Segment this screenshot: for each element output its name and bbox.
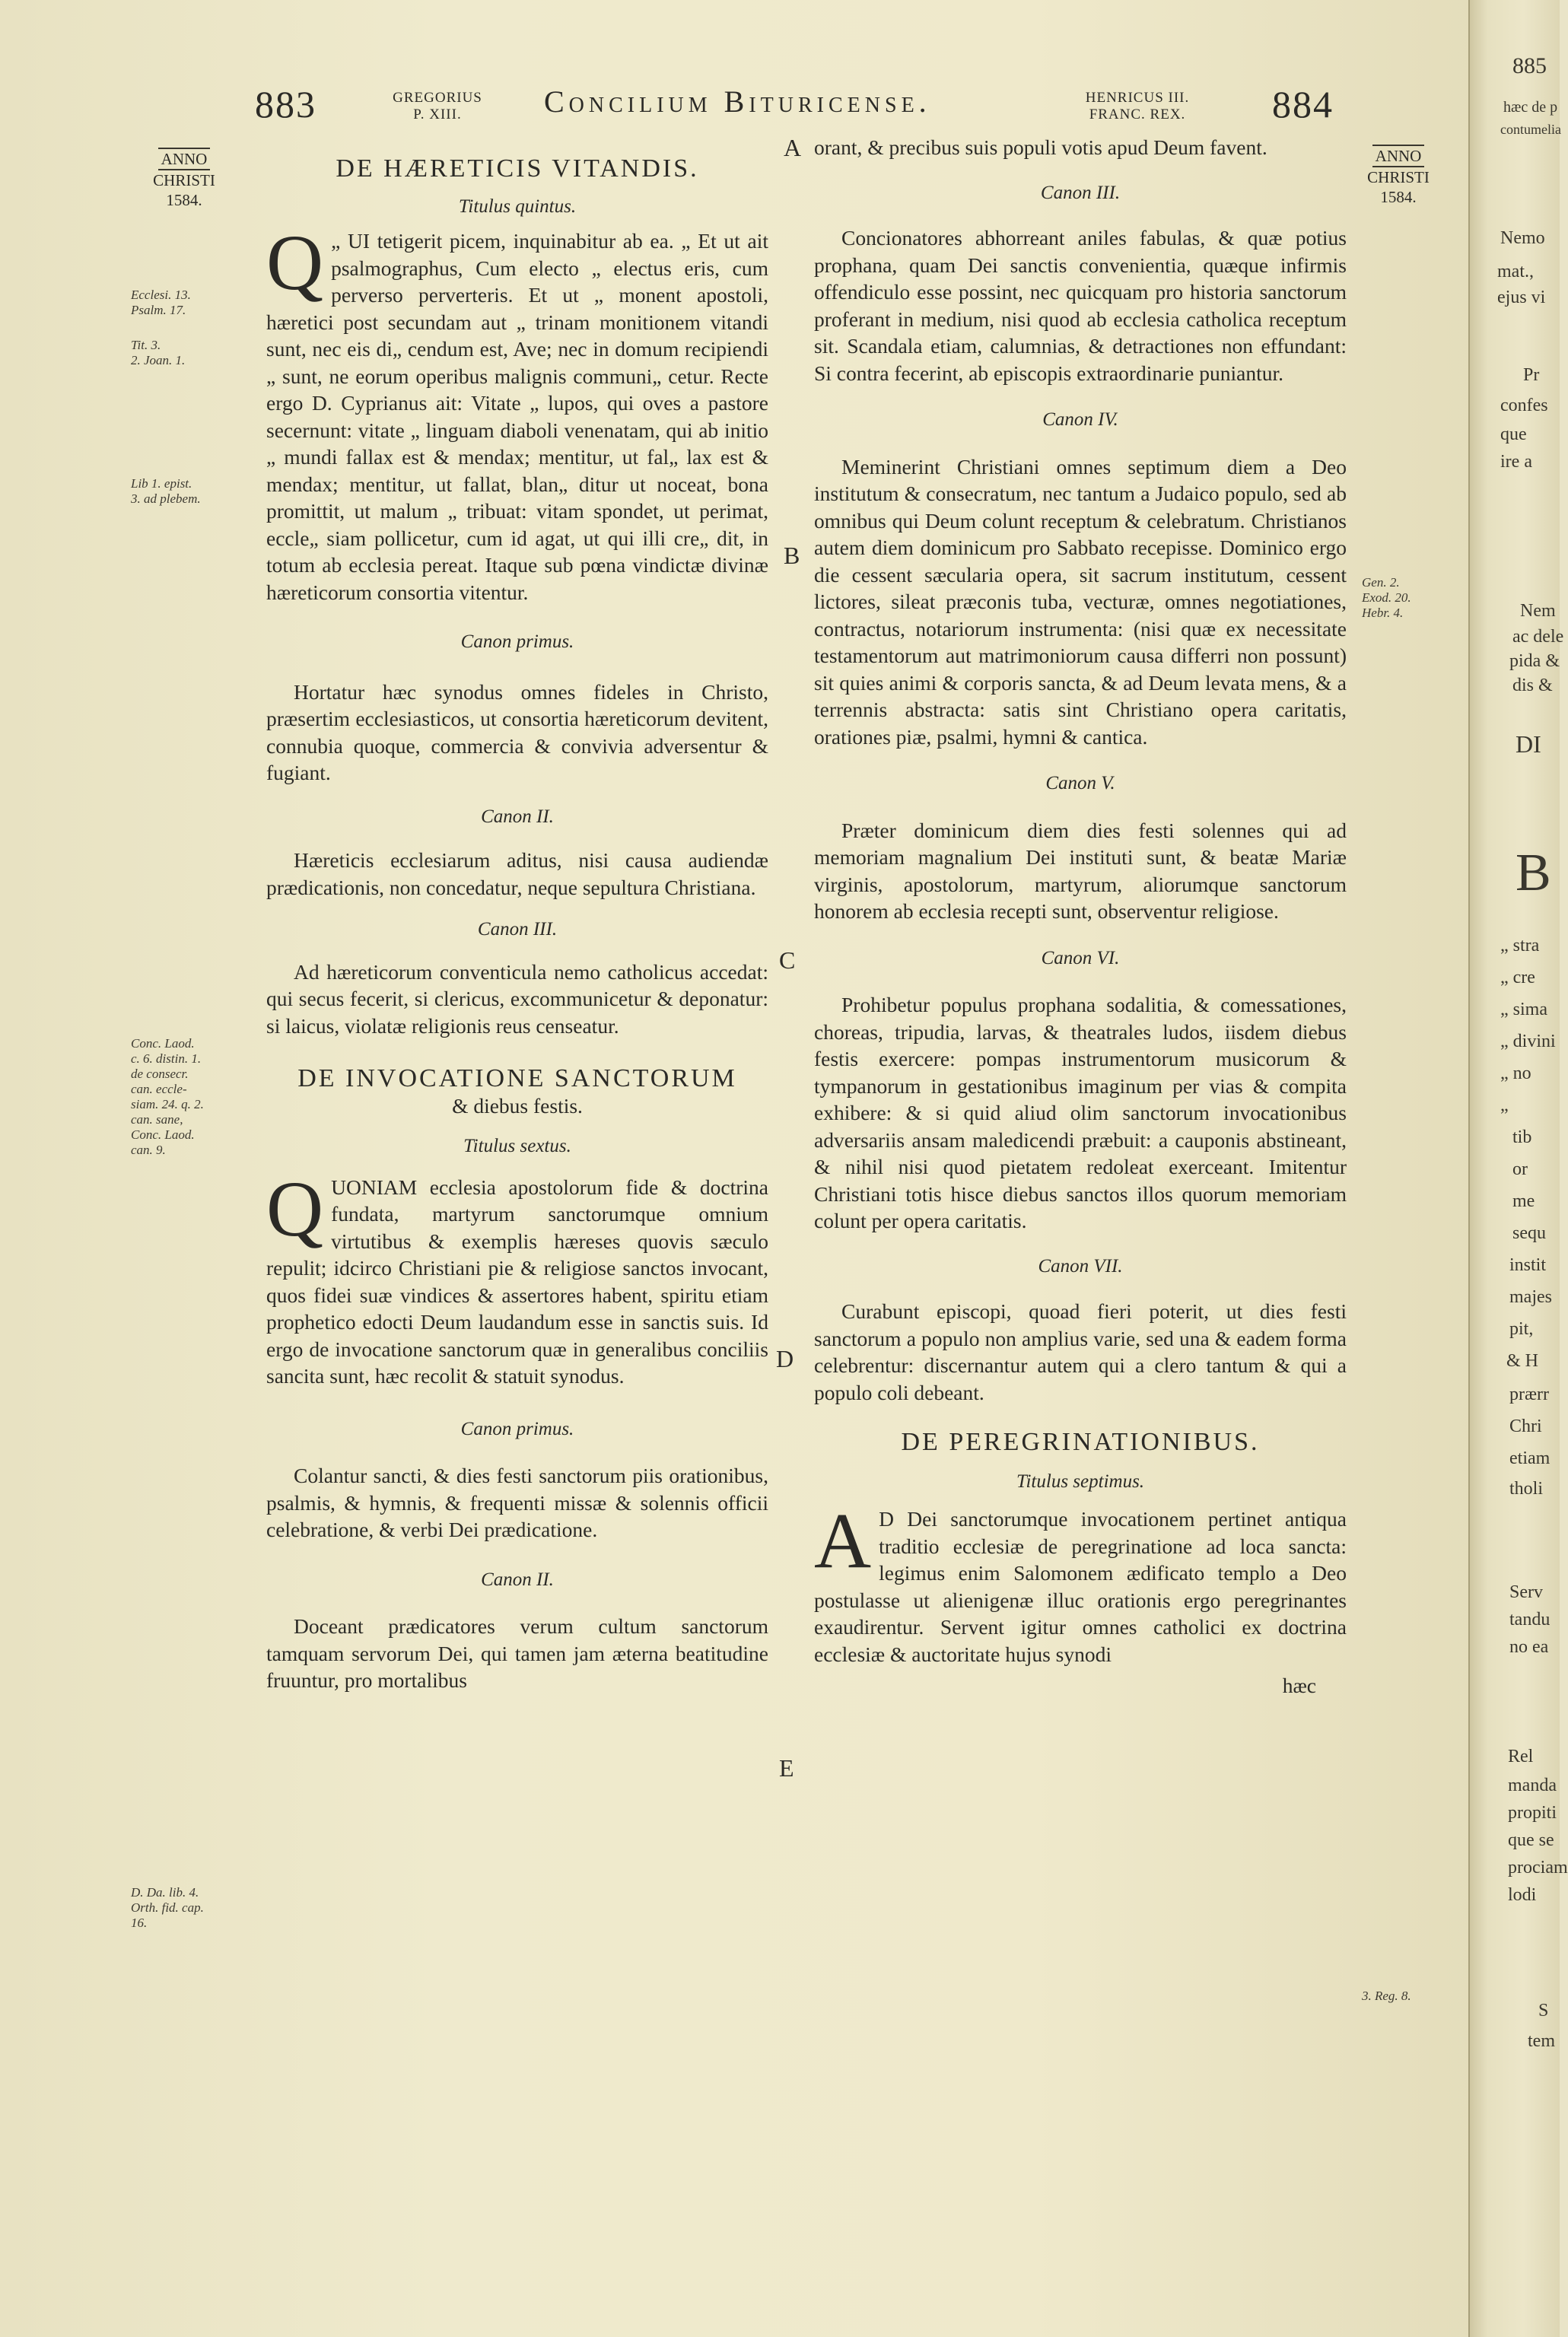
edge-text: tib <box>1512 1127 1532 1147</box>
right-column <box>814 134 1347 1699</box>
section-letter-c: C <box>779 946 796 974</box>
edge-text: & H <box>1506 1351 1538 1371</box>
edge-text: Serv <box>1509 1582 1543 1602</box>
canon-label: Canon II. <box>481 806 554 827</box>
margin-note: Conc. Laod. <box>131 1127 195 1142</box>
edge-text: „ no <box>1500 1064 1531 1083</box>
edge-text: instit <box>1509 1255 1547 1275</box>
edge-text: lodi <box>1508 1885 1537 1905</box>
edge-text: Chri <box>1509 1417 1542 1436</box>
margin-note: Gen. 2. <box>1362 575 1400 590</box>
edge-text: „ stra <box>1500 936 1540 955</box>
edge-text: contumelia <box>1500 122 1561 137</box>
canon-text: Ad hæreticorum conventicula nemo catholicus accedat: qui secus fecerit, si clericus, excommunicetur & deponatur: si laicus, violatæ religionis reus censeatur. <box>266 959 768 1038</box>
body-text: D Dei sanctorumque invocationem pertinet antiqua traditio ecclesiæ de peregrinatione ad loca sancta: legimus enim Salomonem ædificato templo a Deo postulasse ut alienigenæ illuc orationis ergo peregrinantes exaudirentur. Servent igitur omnes catholici ex doctrina ecclesiæ & auctoritate hujus synodi <box>814 1507 1347 1666</box>
drop-cap: Q <box>266 219 324 307</box>
quote-text: „ UI tetigerit picem, inquinabitur ab ea. „ Et ut ait psalmographus, Cum electo „ electus eris, cum perverso perverteris. Et ut „ monent apostoli, hæretici post secundam aut „ trinam monitionem vitandi sunt, nec eis di„ cendum est, Ave; nec in domum recipiendi „ sunt, ne eorum operibus malignis communi„ cetur. Recte ergo D. Cyprianus ait: Vitate „ lupos, qui oves a pastore secernunt: vitate „ linguam diaboli venenatam, qui ab initio „ mundi fallax est & mendax; mentitur, ut fal„ lax est & mendax; mentitur, ut fallat, blan„ ditur ut noceat, bona promittit, ut malum „ tribuat: vitam spondet, ut perimat, eccle„ siam pollicetur, cum id agat, ut qui illi cre„ dit, in totum ab ecclesia pereat. Itaque sub pœna vindictæ divinæ hæreticorum consortia vitentur. <box>266 229 768 604</box>
edge-text: „ cre <box>1500 968 1535 987</box>
edge-text: Nemo <box>1500 228 1545 248</box>
title-label: Titulus sextus. <box>463 1136 571 1156</box>
margin-note: Tit. 3. <box>131 338 161 352</box>
canon-label: Canon III. <box>1040 182 1121 203</box>
edge-text: propiti <box>1508 1803 1557 1823</box>
page-number-left: 883 <box>255 83 316 126</box>
canon-text: Curabunt episcopi, quoad fieri poterit, ut dies festi sanctorum a populo non amplius varie, sed una & eadem forma celebrentur: discernantur autem qui a clero tantum & qui a populo coli debeant. <box>814 1299 1347 1404</box>
margin-note-group-3 <box>131 1036 260 1158</box>
canon-label: Canon primus. <box>460 1418 574 1439</box>
edge-text: „ sima <box>1500 1000 1547 1019</box>
canon-text: Hæreticis ecclesiarum aditus, nisi causa audiendæ prædicationis, non concedatur, neque sepultura Christiana. <box>266 848 768 899</box>
edge-text: mat., <box>1497 262 1534 281</box>
canon-label: Canon primus. <box>460 631 574 652</box>
margin-note-group-2 <box>131 476 253 507</box>
margin-note: 3. Reg. 8. <box>1362 1989 1411 2003</box>
running-title: Concilium Bituricense. <box>544 84 931 119</box>
anno-label: ANNO <box>158 148 211 170</box>
canon-text: Hortatur hæc synodus omnes fideles in Christo, præsertim ecclesiasticos, ut consortia hæreticorum devitent, connubia quoque, commercia & convivia adversentur & fugiant. <box>266 679 768 784</box>
edge-text: „ divini <box>1500 1032 1556 1051</box>
anno-christi-right <box>1353 145 1444 207</box>
margin-note: D. Da. lib. 4. <box>131 1885 199 1900</box>
margin-note: 3. ad plebem. <box>131 491 201 506</box>
margin-note-group-5 <box>1362 575 1446 621</box>
edge-text: pida & <box>1509 651 1560 671</box>
margin-note: Conc. Laod. <box>131 1036 195 1051</box>
year-label: 1584. <box>1380 188 1417 206</box>
section-letter-a: A <box>784 134 802 161</box>
continued-text: orant, & precibus suis populi votis apud Deum favent. <box>814 135 1267 159</box>
drop-cap: A <box>814 1497 872 1585</box>
header-pope-name: GREGORIUS <box>393 90 482 106</box>
edge-text: ejus vi <box>1497 288 1546 307</box>
catchword: hæc <box>1282 1674 1316 1697</box>
edge-text: confes <box>1500 396 1548 415</box>
quote-paragraph <box>266 219 768 606</box>
canon-text: Meminerint Christiani omnes septimum diem a Deo institutum & consecratum, nec tantum a Judaico populo, sed ab omnibus qui Deum colunt receptum & celebratum. Christianos autem diem dominicum pro Sabbato recepisse. Dominico ergo die cessent sæcularia opera, sit sacrum institutum, cessent lictores, sileat præconis tuba, vecturæ, omnes negotiationes, contractus, notariorum instrumenta: (nisi quæ ex necessitate testamentorum aut matrimoniorum causa differri non possunt) sit quies animi & corporis sancta, & ad Deum levata mens, & a terrennis abstracta: satis sint Christiano opera caritatis, orationes piæ, psalmi, hymni & cantica. <box>814 454 1347 749</box>
section-heading: DE INVOCATIONE SANCTORUM <box>297 1064 737 1092</box>
title-label: Titulus septimus. <box>1016 1471 1145 1492</box>
margin-note: can. 9. <box>131 1143 166 1157</box>
margin-note-group-1 <box>131 288 237 368</box>
edge-text: dis & <box>1512 676 1553 695</box>
canon-label: Canon III. <box>477 919 558 940</box>
edge-text: majes <box>1509 1287 1552 1307</box>
next-page-edge <box>1468 0 1568 2337</box>
edge-text: 885 <box>1512 53 1547 78</box>
edge-text: tholi <box>1509 1479 1544 1499</box>
anno-christi-left <box>138 148 230 210</box>
margin-note: c. 6. distin. 1. <box>131 1051 202 1066</box>
section-heading: DE PEREGRINATIONIBUS. <box>901 1428 1260 1456</box>
edge-text: que se <box>1508 1830 1554 1850</box>
edge-text: ac dele <box>1512 627 1564 647</box>
edge-text: pit, <box>1509 1319 1534 1339</box>
year-label: 1584. <box>166 191 202 209</box>
section-letter-d: D <box>776 1345 794 1372</box>
margin-note: 2. Joan. 1. <box>131 353 186 367</box>
section-letter-b: B <box>784 542 800 569</box>
canon-label: Canon II. <box>481 1569 554 1590</box>
christi-label: CHRISTI <box>153 171 215 189</box>
edge-text: prærr <box>1509 1385 1549 1404</box>
body-text: UONIAM ecclesia apostolorum fide & doctrina fundata, martyrum sanctorumque omnium virtutibus & exemplis hæreses quovis sæculo repulit; idcirco Christiani pie & religiose sanctos invocant, quos fidei suæ vindices & assertores habent, spiritu etiam prophetico edocti Deum laudandum esse in sanctis suis. Id ergo de invocatione sanctorum quæ in generalibus conciliis sancita sunt, hæc recolit & statuit synodus. <box>266 1175 768 1388</box>
edge-text: manda <box>1508 1776 1557 1795</box>
edge-text: „ <box>1500 1095 1509 1115</box>
edge-text: B <box>1516 844 1551 902</box>
edge-text: DI <box>1516 730 1541 758</box>
body-paragraph <box>266 1165 768 1390</box>
title-label: Titulus quintus. <box>458 196 577 217</box>
canon-text: Prohibetur populus prophana sodalitia, & comessationes, choreas, tripudia, larvas, & theatrales ludos, iisdem diebus festis exercere: pompas instrumentorum musicorum & tympanorum in gestationibus imaginum per vias & compita exhibere: & si quid aliud olim sanctorum invocationibus adversariis ansam maledicendi præbuit: a cauponis abstineant, & nihil nisi quod pietatem redoleat exerceant. Imitentur Christiani totis hisce diebus sanctos illos quorum memoriam colunt per opera caritatis. <box>814 993 1347 1232</box>
canon-label: Canon IV. <box>1042 409 1118 430</box>
edge-text: Pr <box>1523 365 1540 385</box>
edge-text: no ea <box>1509 1637 1549 1657</box>
edge-text: S <box>1538 2001 1549 2021</box>
margin-note: siam. 24. q. 2. <box>131 1097 204 1111</box>
canon-text: Doceant prædicatores verum cultum sanctorum tamquam servorum Dei, qui tamen jam æterna beatitudine fruuntur, pro mortalibus <box>266 1614 768 1692</box>
edge-text: prociam <box>1508 1858 1568 1878</box>
edge-text: Nem <box>1520 601 1556 621</box>
margin-note: Exod. 20. <box>1362 590 1411 605</box>
margin-note: Psalm. 17. <box>131 303 186 317</box>
header-pope <box>380 90 495 123</box>
christi-label: CHRISTI <box>1367 168 1430 186</box>
edge-text: sequ <box>1512 1223 1546 1243</box>
edge-text: tem <box>1528 2031 1555 2051</box>
margin-note: Lib 1. epist. <box>131 476 192 491</box>
header-king-name: HENRICUS III. <box>1085 90 1190 106</box>
margin-note: can. sane, <box>131 1112 183 1127</box>
drop-cap: Q <box>266 1165 324 1253</box>
edge-text: tandu <box>1509 1610 1551 1630</box>
section-subheading: & diebus festis. <box>452 1093 583 1118</box>
body-paragraph <box>814 1497 1347 1668</box>
left-column <box>266 155 768 1694</box>
canon-label: Canon VII. <box>1038 1255 1123 1277</box>
margin-note: Ecclesi. 13. <box>131 288 191 302</box>
section-letter-e: E <box>779 1754 794 1782</box>
canon-text: Concionatores abhorreant aniles fabulas, & quæ potius prophana, quam Dei sanctis convenientia, quæque infirmis offendiculo esse possint, nec quicquam pro historia sanctorum proferant in medium, nisi quod ab ecclesia catholica receptum sit. Scandala etiam, calumnias, & detractiones non effundant: Si contra fecerint, ab episcopis extraordinarie puniantur. <box>814 226 1347 385</box>
edge-text: hæc de p <box>1503 99 1558 116</box>
edge-text: etiam <box>1509 1448 1551 1468</box>
edge-text: me <box>1512 1191 1535 1211</box>
header-king-title: FRANC. REX. <box>1089 107 1186 122</box>
page-number-right: 884 <box>1272 83 1334 126</box>
margin-note-group-6 <box>1362 1989 1446 2004</box>
edge-text: or <box>1512 1159 1528 1179</box>
margin-note: 16. <box>131 1916 148 1930</box>
section-heading: DE HÆRETICIS VITANDIS. <box>336 154 699 183</box>
canon-label: Canon VI. <box>1041 947 1120 968</box>
edge-text: Rel <box>1508 1747 1534 1766</box>
canon-text: Colantur sancti, & dies festi sanctorum piis orationibus, psalmis, & hymnis, & frequenti missæ & solennis officii celebratione, & verbi Dei prædicatione. <box>266 1464 768 1541</box>
margin-note: de consecr. <box>131 1067 189 1081</box>
margin-note: Hebr. 4. <box>1362 606 1404 620</box>
margin-note: can. eccle- <box>131 1082 187 1096</box>
edge-text: ire a <box>1500 452 1532 472</box>
margin-note: Orth. fid. cap. <box>131 1900 204 1915</box>
margin-note-group-4 <box>131 1885 260 1931</box>
edge-text: que <box>1500 424 1527 444</box>
anno-label: ANNO <box>1372 145 1425 167</box>
canon-text: Præter dominicum diem dies festi solennes qui ad memoriam magnalium Dei instituti sunt, & beatæ Mariæ virginis, apostolorum, martyrum, aliorumque sanctorum honorem ab ecclesia recepti sunt, observentur religiose. <box>814 818 1347 923</box>
canon-label: Canon V. <box>1045 773 1115 793</box>
header-pope-number: P. XIII. <box>413 107 462 122</box>
header-king <box>1061 90 1213 123</box>
